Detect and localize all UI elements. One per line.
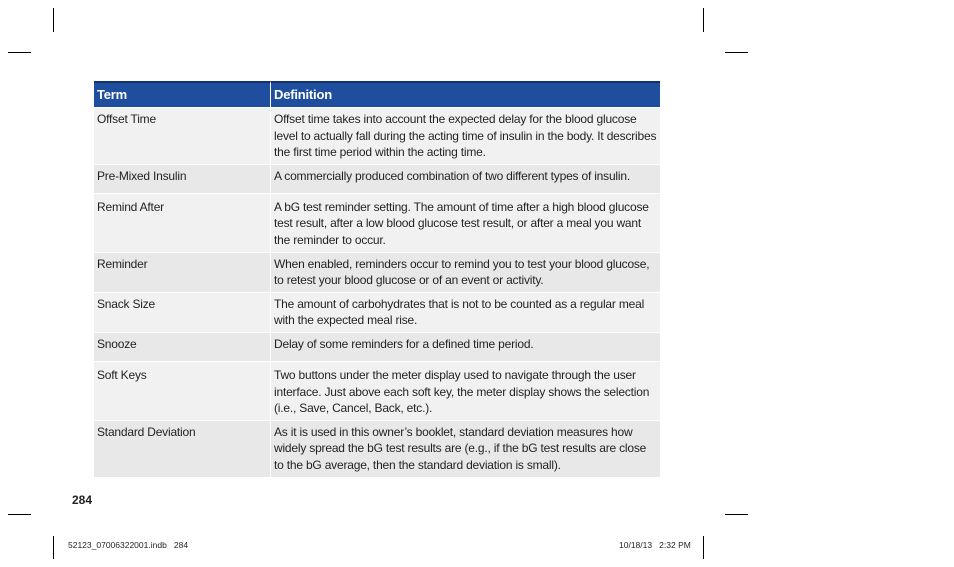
- term-cell: Offset Time: [94, 107, 270, 164]
- table-row: [94, 193, 660, 252]
- definition-cell: Delay of some reminders for a defined time period.: [270, 332, 660, 361]
- crop-mark-top-left-horizontal: [8, 52, 31, 53]
- term-cell: Pre-Mixed Insulin: [94, 164, 270, 193]
- table-row: [94, 252, 660, 292]
- definition-cell: The amount of carbohydrates that is not to be counted as a regular meal with the expected meal rise.: [270, 292, 660, 332]
- header-term: Term: [94, 81, 270, 107]
- term-cell: Snooze: [94, 332, 270, 361]
- definition-cell: A commercially produced combination of two different types of insulin.: [270, 164, 660, 193]
- definition-cell: When enabled, reminders occur to remind you to test your blood glucose, to retest your blood glucose or of an event or activity.: [270, 252, 660, 292]
- table-row: [94, 332, 660, 361]
- slug-date-time: 10/18/13 2:32 PM: [619, 540, 691, 550]
- crop-mark-bottom-left-horizontal: [8, 514, 31, 515]
- definition-cell: Two buttons under the meter display used to navigate through the user interface. Just above each soft key, the meter display shows the selection (i.e., Save, Cancel, Back, etc.).: [270, 361, 660, 420]
- page-number: 284: [72, 493, 93, 507]
- table-row: [94, 107, 660, 164]
- term-cell: Standard Deviation: [94, 420, 270, 477]
- crop-mark-bottom-left-vertical: [53, 536, 54, 559]
- table-header-row: [94, 81, 660, 107]
- term-cell: Reminder: [94, 252, 270, 292]
- table-row: [94, 164, 660, 193]
- crop-mark-top-left-vertical: [53, 8, 54, 32]
- crop-mark-bottom-right-vertical: [703, 536, 704, 559]
- term-cell: Snack Size: [94, 292, 270, 332]
- slug-file-info: 52123_07006322001.indb 284: [68, 540, 189, 550]
- glossary-table: [94, 81, 660, 477]
- table-row: [94, 420, 660, 477]
- crop-mark-top-right-vertical: [703, 8, 704, 32]
- definition-cell: As it is used in this owner’s booklet, standard deviation measures how widely spread the bG test results are (e.g., if the bG test results are close to the bG average, then the standard deviation is small).: [270, 420, 660, 477]
- term-cell: Soft Keys: [94, 361, 270, 420]
- table-row: [94, 292, 660, 332]
- definition-cell: Offset time takes into account the expected delay for the blood glucose level to actually fall during the acting time of insulin in the body. It describes the first time period within the acting time.: [270, 107, 660, 164]
- definition-cell: A bG test reminder setting. The amount of time after a high blood glucose test result, after a low blood glucose test result, or after a meal you want the reminder to occur.: [270, 193, 660, 252]
- header-definition: Definition: [270, 81, 660, 107]
- crop-mark-bottom-right-horizontal: [725, 514, 748, 515]
- term-cell: Remind After: [94, 193, 270, 252]
- table-row: [94, 361, 660, 420]
- crop-mark-top-right-horizontal: [725, 52, 748, 53]
